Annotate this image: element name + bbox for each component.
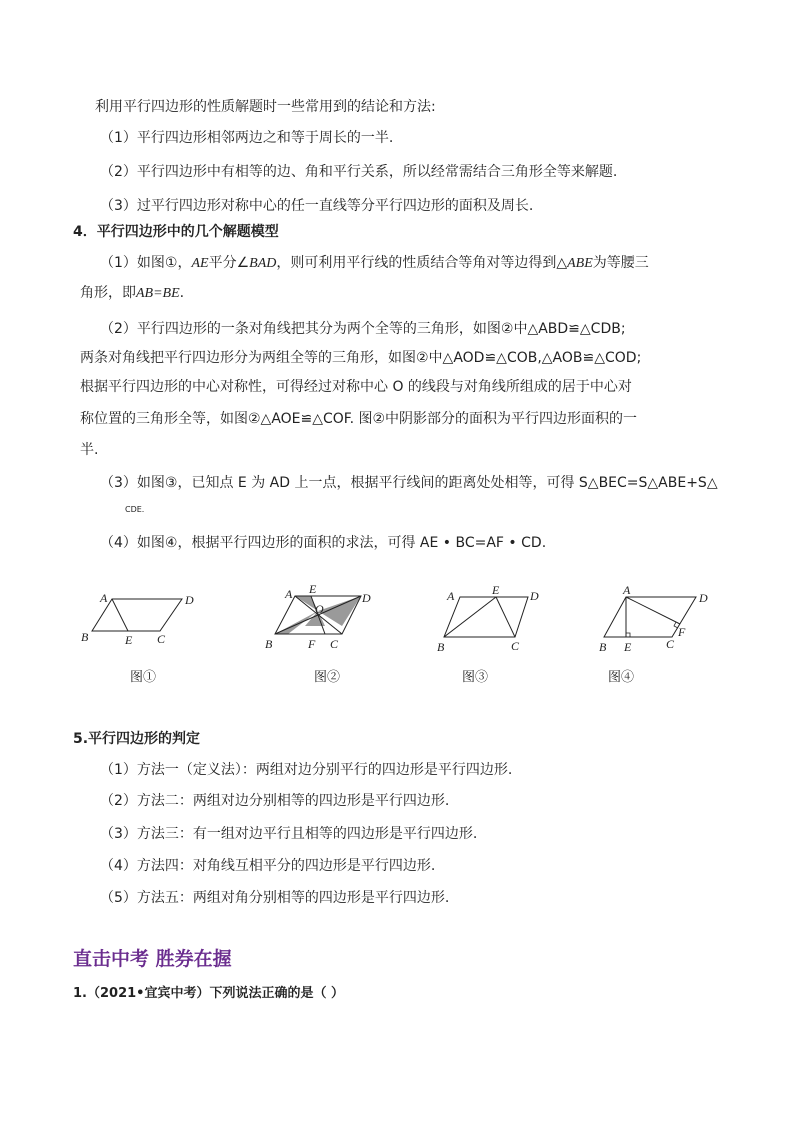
figure-3-caption: 图③ — [462, 669, 489, 684]
section4-p2-line1: （2）平行四边形的一条对角线把其分为两个全等的三角形，如图②中△ABD≌△CDB; — [100, 321, 626, 337]
intro-lead: 利用平行四边形的性质解题时一些常用到的结论和方法: — [95, 99, 436, 115]
intro-item-2: （2）平行四边形中有相等的边、角和平行关系，所以经常需结合三角形全等来解题. — [100, 164, 618, 180]
section4-p3-line1: （3）如图③，已知点 E 为 AD 上一点，根据平行线间的距离处处相等，可得 S△BEC=S△ABE+S△ — [100, 475, 718, 491]
fig1-label-a: A — [100, 591, 108, 605]
section5-item-1: （1）方法一（定义法）：两组对边分别平行的四边形是平行四边形. — [100, 762, 513, 778]
intro-item-1: （1）平行四边形相邻两边之和等于周长的一半. — [100, 130, 394, 146]
fig4-label-a: A — [623, 584, 631, 597]
section5-item-5: （5）方法五：两组对角分别相等的四边形是平行四边形. — [100, 890, 450, 906]
fig3-label-d: D — [530, 589, 539, 603]
section4-p2-line4: 称位置的三角形全等，如图②△AOE≌△COF. 图②中阴影部分的面积为平行四边形面积的一 — [80, 411, 638, 427]
section4-title: 4．平行四边形中的几个解题模型 — [73, 224, 279, 240]
section4-p2-line3: 根据平行四边形的中心对称性，可得经过对称中心 O 的线段与对角线所组成的居于中心对 — [80, 379, 632, 395]
fig1-label-c: C — [157, 632, 166, 646]
fig3-label-e: E — [492, 583, 500, 597]
exam-heading: 直击中考 胜券在握 — [73, 948, 232, 970]
fig4-label-c: C — [666, 637, 675, 651]
fig4-label-e: E — [624, 640, 632, 654]
figure-2 — [260, 582, 380, 652]
exam-question-1: 1.（2021•宜宾中考）下列说法正确的是（ ） — [73, 986, 345, 1001]
section4-p2-line5: 半. — [80, 442, 99, 458]
figure-1 — [78, 585, 208, 650]
fig1-label-d: D — [185, 593, 194, 607]
fig2-label-e: E — [309, 582, 317, 596]
intro-item-3: （3）过平行四边形对称中心的任一直线等分平行四边形的面积及周长. — [100, 198, 534, 214]
section4-p3-line2: CDE. — [125, 505, 145, 514]
section5-title: 5.平行四边形的判定 — [73, 731, 201, 747]
figure-4 — [596, 584, 726, 654]
fig2-label-f: F — [308, 637, 316, 651]
fig2-label-d: D — [362, 591, 371, 605]
fig3-label-a: A — [447, 589, 455, 603]
section5-item-3: （3）方法三：有一组对边平行且相等的四边形是平行四边形. — [100, 826, 478, 842]
section4-p2-line2: 两条对角线把平行四边形分为两组全等的三角形，如图②中△AOD≌△COB,△AOB≌△COD; — [80, 350, 642, 366]
fig2-label-b: B — [265, 637, 273, 651]
figure-1-caption: 图① — [130, 669, 157, 684]
fig2-label-a: A — [285, 587, 293, 601]
figure-3 — [432, 582, 552, 654]
section5-item-4: （4）方法四：对角线互相平分的四边形是平行四边形. — [100, 858, 436, 874]
fig3-label-b: B — [437, 640, 445, 654]
figure-4-caption: 图④ — [608, 669, 635, 684]
section4-p4: （4）如图④，根据平行四边形的面积的求法，可得 AE • BC=AF • CD. — [100, 535, 547, 551]
fig4-label-d: D — [699, 591, 708, 605]
figure-2-caption: 图② — [314, 669, 341, 684]
fig2-label-c: C — [330, 637, 339, 651]
fig1-label-e: E — [125, 633, 133, 647]
fig4-label-f: F — [678, 625, 686, 639]
fig2-label-o: O — [315, 602, 324, 616]
fig4-label-b: B — [599, 640, 607, 654]
section4-p1-line1: （1）如图①，AE平分∠BAD，则可利用平行线的性质结合等角对等边得到△ABE为等腰三 — [100, 255, 649, 271]
fig3-label-c: C — [511, 639, 520, 653]
section5-item-2: （2）方法二：两组对边分别相等的四边形是平行四边形. — [100, 793, 450, 809]
fig1-label-b: B — [81, 630, 89, 644]
section4-p1-line2: 角形，即AB=BE. — [80, 285, 185, 301]
